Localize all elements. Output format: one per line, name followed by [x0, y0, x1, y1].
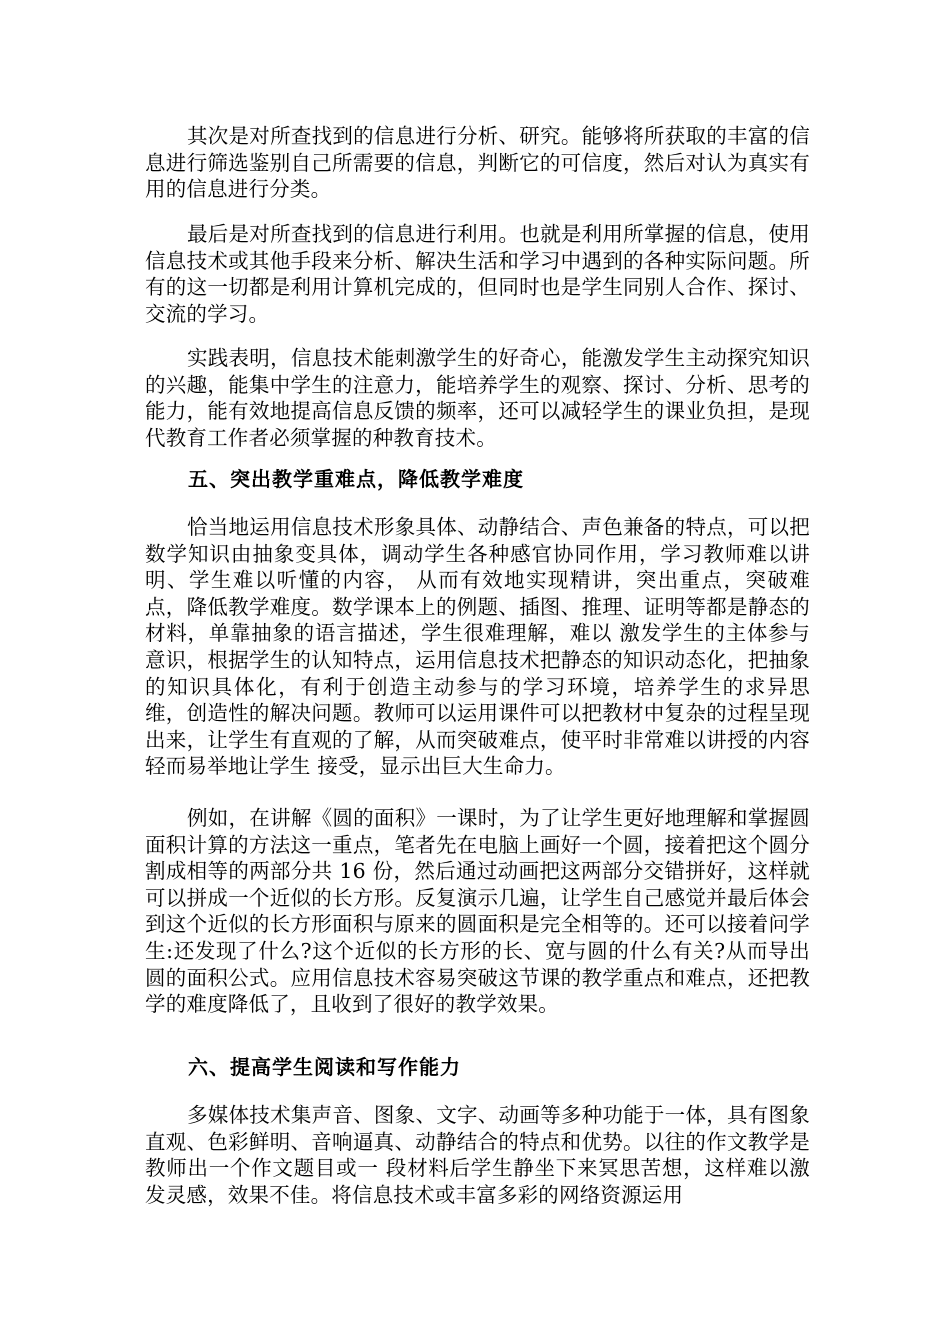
paragraph-practice: 实践表明，信息技术能刺激学生的好奇心，能激发学生主动探究知识的兴趣，能集中学生的注意力，能培养学生的观察、探讨、分析、思考的能力，能有效地提高信息反馈的频率，还可以减轻学生的课业负担，是现代教育工作者必须掌握的种教育技术。 [145, 346, 810, 450]
paragraph-analysis: 其次是对所查找到的信息进行分析、研究。能够将所获取的丰富的信息进行筛选鉴别自己所需要的信息，判断它的可信度，然后对认为真实有用的信息进行分类。 [145, 124, 810, 202]
paragraph-key-points: 恰当地运用信息技术形象具体、动静结合、声色兼备的特点，可以把数学知识由抽象变具体，调动学生各种感官协同作用，学习教师难以讲明、学生难以听懂的内容， 从而有效地实现精讲，突出重点，突破难点，降低教学难度。数学课本上的例题、插图、推理、证明等都是静态的材料，单靠抽象的语言描述，学生很难理解，难以 激发学生的主体参与意识，根据学生的认知特点，运用信息技术把静态的知识动态化，把抽象的知识具体化，有利于创造主动参与的学习环境，培养学生的求异思 维，创造性的解决问题。教师可以运用课件可以把教材中复杂的过程呈现出来，让学生有直观的了解，从而突破难点，使平时非常难以讲授的内容轻而易举地让学生 接受，显示出巨大生命力。 [145, 515, 810, 779]
paragraph-multimedia: 多媒体技术集声音、图象、文字、动画等多种功能于一体，具有图象直观、色彩鲜明、音响逼真、动静结合的特点和优势。以往的作文教学是教师出一个作文题目或一 段材料后学生静坐下来冥思苦想，这样难以激发灵感，效果不佳。将信息技术或丰富多彩的网络资源运用 [145, 1103, 810, 1207]
section-heading-5: 五、突出教学重难点，降低教学难度 [188, 467, 524, 491]
section-heading-6: 六、提高学生阅读和写作能力 [188, 1055, 461, 1079]
paragraph-example-circle: 例如，在讲解《圆的面积》一课时，为了让学生更好地理解和掌握圆面积计算的方法这一重点，笔者先在电脑上画好一个圆，接着把这个圆分割成相等的两部分共 16 份，然后通过动画把这两部分交错拼好，这样就可以拼成一个近似的长方形。反复演示几遍，让学生自己感觉并最后体会到这个近似的长方形面积与原来的圆面积是完全相等的。还可以接着问学生:还发现了什么?这个近似的长方形的长、宽与圆的什么有关?从而导出圆的面积公式。应用信息技术容易突破这节课的教学重点和难点，还把教学的难度降低了，且收到了很好的教学效果。 [145, 806, 810, 1017]
paragraph-utilization: 最后是对所查找到的信息进行利用。也就是利用所掌握的信息，使用信息技术或其他手段来分析、解决生活和学习中遇到的各种实际问题。所有的这一切都是利用计算机完成的，但同时也是学生同别人合作、探讨、交流的学习。 [145, 222, 810, 326]
